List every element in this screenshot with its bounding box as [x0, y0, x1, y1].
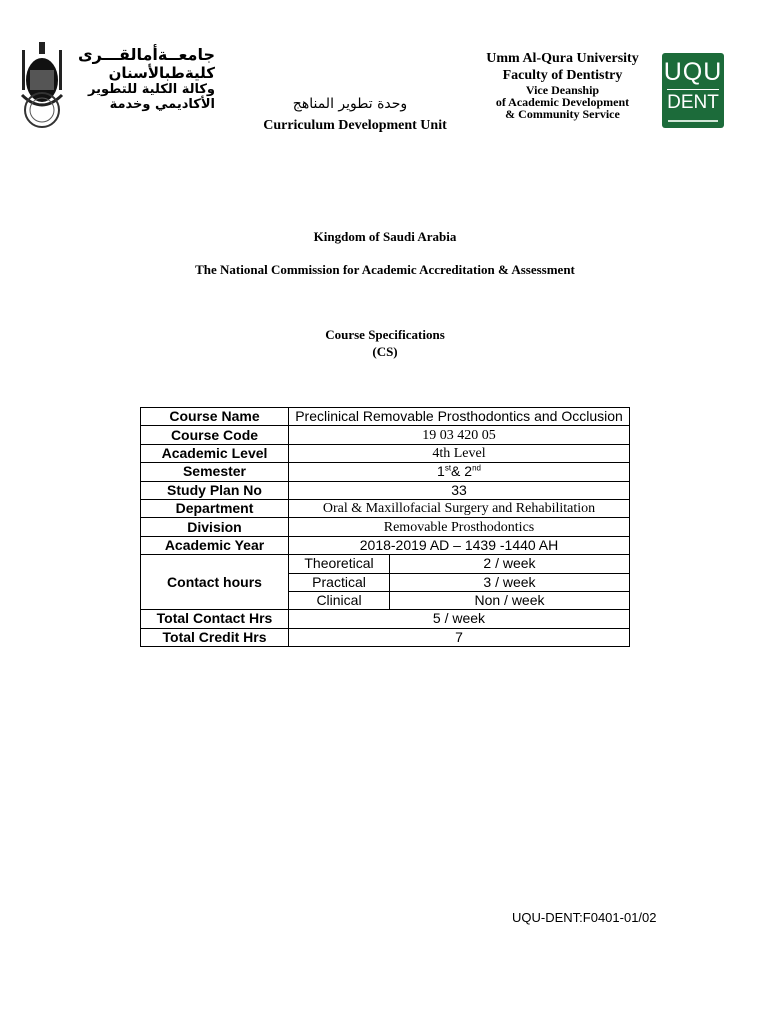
- logo-tagline-bar: [668, 120, 718, 122]
- course-code-value: 19 03 420 05: [289, 426, 630, 444]
- arabic-line-4: الأكاديمي وخدمة: [109, 97, 215, 112]
- course-spec-table: [140, 407, 630, 647]
- course-name-label: Course Name: [141, 408, 289, 426]
- course-spec-title: Course Specifications: [325, 327, 445, 342]
- semester-second: & 2: [451, 463, 473, 480]
- semester-first: 1: [437, 463, 445, 480]
- table-row: [141, 444, 630, 462]
- table-row: [141, 499, 630, 517]
- table-row: [141, 628, 630, 646]
- table-row: [141, 555, 630, 573]
- kingdom-title: Kingdom of Saudi Arabia: [313, 229, 457, 244]
- course-name-value: Preclinical Removable Prosthodontics and Occlusion: [289, 408, 630, 426]
- logo-dent-text: DENT: [667, 89, 719, 114]
- university-name: Umm Al-Qura University: [486, 51, 639, 66]
- academic-level-value: 4th Level: [289, 444, 630, 462]
- english-university-name: [470, 50, 655, 120]
- document-code: UQU-DENT:F0401-01/02: [512, 910, 657, 925]
- table-row: [141, 408, 630, 426]
- total-credit-label: Total Credit Hrs: [141, 628, 289, 646]
- contact-hours-label: Contact hours: [141, 555, 289, 610]
- arabic-university-name: [77, 45, 215, 112]
- table-row: [141, 518, 630, 536]
- academic-level-label: Academic Level: [141, 444, 289, 462]
- course-spec-abbr: (CS): [372, 344, 398, 359]
- logo-uqu-text: UQU: [663, 58, 723, 86]
- theoretical-label: Theoretical: [289, 555, 390, 573]
- practical-label: Practical: [289, 573, 390, 591]
- department-value: Oral & Maxillofacial Surgery and Rehabilitation: [289, 499, 630, 517]
- uqu-dent-logo: [662, 53, 724, 128]
- division-value: Removable Prosthodontics: [289, 518, 630, 536]
- community-service: & Community Service: [505, 107, 620, 121]
- unit-arabic-title: وحدة تطوير المناهج: [292, 96, 408, 112]
- study-plan-label: Study Plan No: [141, 481, 289, 499]
- university-seal-logo: [18, 40, 66, 130]
- table-row: [141, 426, 630, 444]
- arabic-line-3: وكالة الكلية للتطوير: [87, 82, 215, 97]
- semester-second-sup: nd: [472, 463, 481, 473]
- total-contact-label: Total Contact Hrs: [141, 610, 289, 628]
- table-row: [141, 481, 630, 499]
- arabic-line-2: كليةطبالأسنان: [108, 64, 215, 82]
- academic-year-label: Academic Year: [141, 536, 289, 554]
- table-row: [141, 536, 630, 554]
- total-contact-value: 5 / week: [289, 610, 630, 628]
- table-row: [141, 610, 630, 628]
- semester-value: [289, 463, 630, 481]
- vice-deanship: Vice Deanship: [525, 83, 600, 97]
- course-code-label: Course Code: [141, 426, 289, 444]
- total-credit-value: 7: [289, 628, 630, 646]
- semester-label: Semester: [141, 463, 289, 481]
- theoretical-value: 2 / week: [390, 555, 630, 573]
- clinical-value: Non / week: [390, 591, 630, 609]
- academic-year-value: 2018-2019 AD – 1439 -1440 AH: [289, 536, 630, 554]
- study-plan-value: 33: [289, 481, 630, 499]
- department-label: Department: [141, 499, 289, 517]
- arabic-line-1: جامعــةأمالقـــرى: [77, 45, 215, 64]
- clinical-label: Clinical: [289, 591, 390, 609]
- table-row: [141, 463, 630, 481]
- division-label: Division: [141, 518, 289, 536]
- faculty-name: Faculty of Dentistry: [502, 68, 623, 83]
- commission-title: The National Commission for Academic Accreditation & Assessment: [195, 262, 575, 277]
- academic-development: of Academic Development: [495, 95, 630, 109]
- semester-first-sup: st: [444, 463, 452, 473]
- practical-value: 3 / week: [390, 573, 630, 591]
- unit-english-title: Curriculum Development Unit: [263, 118, 447, 133]
